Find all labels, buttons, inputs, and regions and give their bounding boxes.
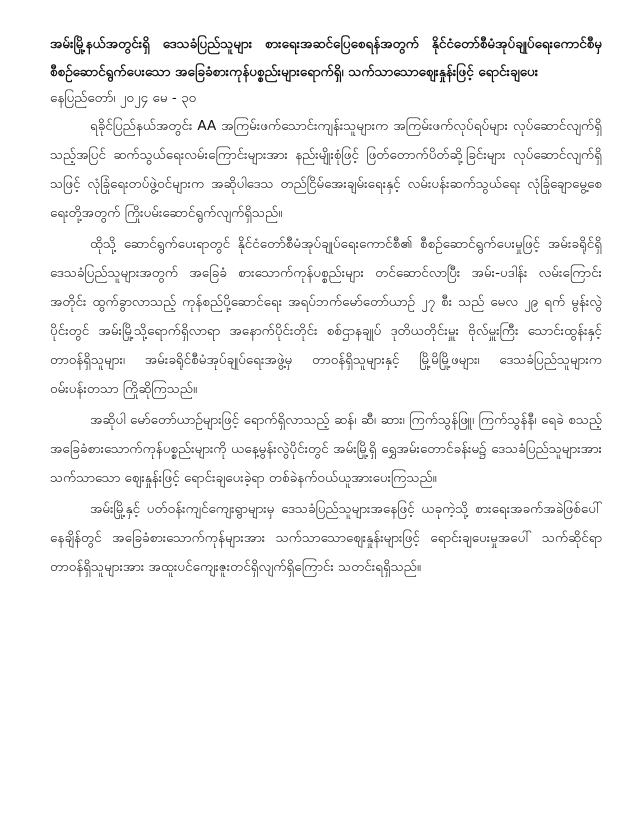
news-article (50, 30, 602, 584)
article-paragraph-2: ထိုသို့ ဆောင်ရွက်ပေးရာတွင် နိုင်ငံတော်စီမံအုပ်ချုပ်ရေးကောင်စီ၏ စီစဉ်ဆောင်ရွက်ပေးမှုဖြင့် အမ်းခရိုင်ရှိ ဒေသခံပြည်သူများအတွက် အခြေခံ စားသောက်ကုန်ပစ္စည်းများ တင်ဆောင်လာပြီး အမ်း-ပဒါန်း လမ်းကြောင်းအတိုင်း ထွက်ခွာလာသည့် ကုန်စည်ပို့ဆောင်ရေး အရပ်ဘက်မော်တော်ယာဉ် ၂၇ စီး သည် မေလ ၂၉ ရက် မွန်းလွဲပိုင်းတွင် အမ်းမြို့သို့ရောက်ရှိလာရာ အနောက်ပိုင်းတိုင်း စစ်ဌာနချုပ် ဒုတိယတိုင်းမှူး ဗိုလ်မှူးကြီး သောင်းထွန်းနှင့် တာဝန်ရှိသူများ၊ အမ်းခရိုင်စီမံအုပ်ချုပ်ရေးအဖွဲ့မှ တာဝန်ရှိသူများနှင့် မြို့မိမြို့ဖများ၊ ဒေသခံပြည်သူများက ဝမ်းပန်းတသာ ကြိုဆိုကြသည်။ (50, 236, 602, 397)
article-paragraph-1: ရခိုင်ပြည်နယ်အတွင်း AA အကြမ်းဖက်သောင်းကျန်းသူများက အကြမ်းဖက်လုပ်ရပ်များ လုပ်ဆောင်လျက်ရှိသည့်အပြင် ဆက်သွယ်ရေးလမ်းကြောင်းများအား နည်းမျိုးစုံဖြင့် ဖြတ်တောက်ပိတ်ဆို့ခြင်းများ လုပ်ဆောင်လျက်ရှိသဖြင့် လုံခြုံရေးတပ်ဖွဲ့ဝင်များက အဆိုပါဒေသ တည်ငြိမ်အေးချမ်းရေးနှင့် လမ်းပန်းဆက်သွယ်ရေး လုံခြုံချောမွေ့စေရေးတို့အတွက် ကြိုးပမ်းဆောင်ရွက်လျက်ရှိသည်။ (50, 118, 602, 221)
article-paragraph-3: အဆိုပါ မော်တော်ယာဉ်များဖြင့် ရောက်ရှိလာသည့် ဆန်၊ ဆီ၊ ဆား၊ ကြက်သွန်ဖြူ၊ ကြက်သွန်နီ၊ ရေခဲ စသည့် အခြေခံစားသောက်ကုန်ပစ္စည်းများကို ယနေ့မွန်းလွဲပိုင်းတွင် အမ်းမြို့ရှိ ရွှေအမ်းတောင်ခန်းမ၌ ဒေသခံပြည်သူများအား သက်သာသော ဈေးနှုန်းဖြင့် ရောင်းချပေးခဲ့ရာ တစ်ခဲနက်ဝယ်ယူအားပေးကြသည်။ (50, 412, 602, 486)
article-headline: အမ်းမြို့နယ်အတွင်းရှိ ဒေသခံပြည်သူများ စားရေးအဆင်ပြေစေရန်အတွက် နိုင်ငံတော်စီမံအုပ်ချုပ်ရေးကောင်စီမှ စီစဉ်ဆောင်ရွက်ပေးသော အခြေခံစားကုန်ပစ္စည်းများရောက်ရှိ၊ သက်သာသောဈေးနှုန်းဖြင့် ရောင်းချပေး (50, 36, 602, 80)
article-paragraph-4: အမ်းမြို့နှင့် ပတ်ဝန်းကျင်ကျေးရွာများမှ ဒေသခံပြည်သူများအနေဖြင့် ယခုကဲ့သို့ စားရေးအခက်အခဲဖြစ်ပေါ်နေချိန်တွင် အခြေခံစားသောက်ကုန်များအား သက်သာသောဈေးနှုန်းများဖြင့် ရောင်းချပေးမှုအပေါ် သက်ဆိုင်ရာတာဝန်ရှိသူများအား အထူးပင်ကျေးဇူးတင်ရှိလျက်ရှိကြောင်း သတင်းရရှိသည်။ (50, 501, 602, 575)
article-dateline: နေပြည်တော်၊ ၂၀၂၄ မေ - ၃၀ (50, 90, 197, 106)
